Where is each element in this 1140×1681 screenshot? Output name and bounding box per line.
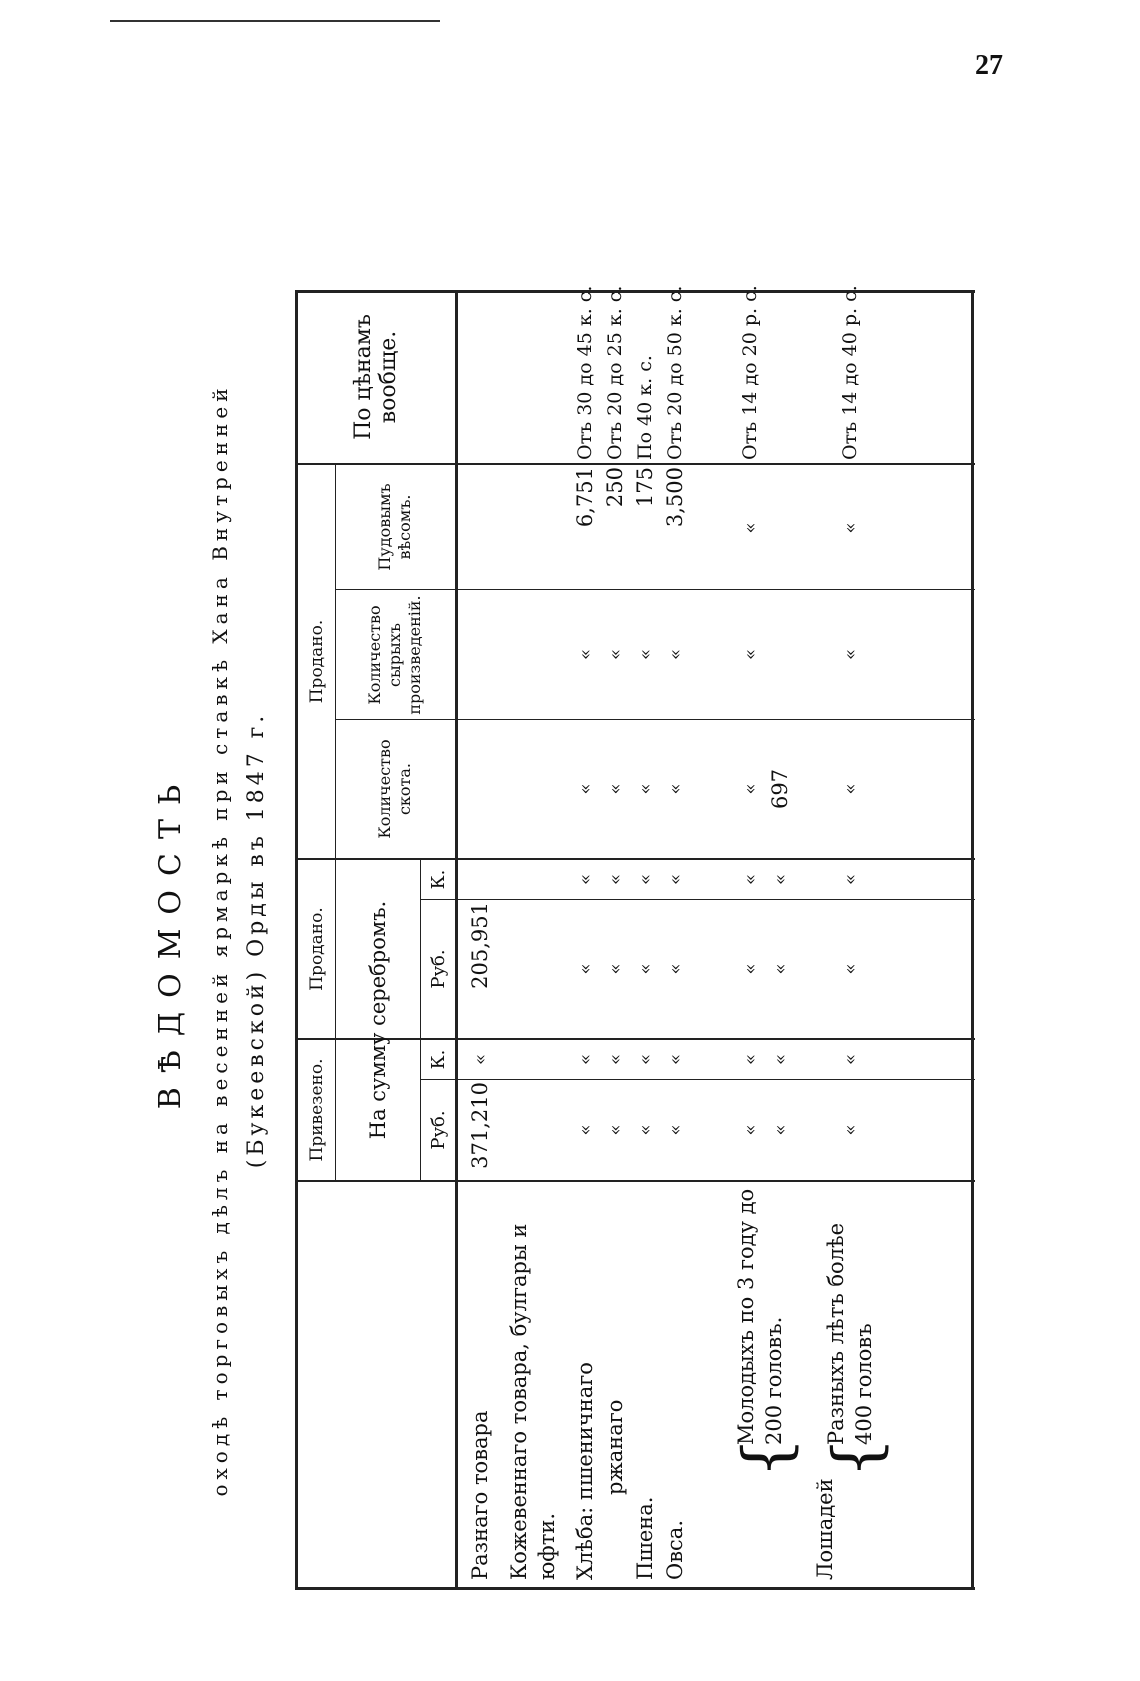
cell-brought-kop: « bbox=[469, 1054, 491, 1066]
header-rule bbox=[455, 290, 458, 1590]
col-sep-brought-kop bbox=[420, 1079, 975, 1080]
cell-weight: 175 bbox=[633, 467, 657, 508]
header-prices: По цѣнамъ вообще. bbox=[351, 314, 401, 440]
top-rule bbox=[110, 20, 440, 22]
cell-price: Отъ 14 до 20 р. с. bbox=[739, 285, 761, 460]
cell-brought-kop: « bbox=[634, 1054, 656, 1066]
cell-raw: « bbox=[664, 649, 686, 661]
row-label-millet: Пшена. bbox=[633, 1496, 657, 1580]
rub-kop-rule bbox=[420, 860, 421, 1180]
cell-weight: 6,751 bbox=[573, 467, 597, 528]
col-sep-sold-kop bbox=[420, 899, 975, 900]
cell-cattle: 697 bbox=[768, 768, 792, 810]
cell-brought-rub: « bbox=[664, 1124, 686, 1136]
cell-price: Отъ 14 до 40 р. с. bbox=[839, 285, 861, 460]
col-sep-weight bbox=[295, 463, 975, 465]
row-label-leather: Кожевеннаго товара, булгары и юфти. bbox=[507, 1223, 559, 1580]
row-label-various-horses: Разныхъ лѣтъ болѣе 400 головъ bbox=[824, 1222, 876, 1445]
cell-sold-rub: « bbox=[664, 963, 686, 975]
row-label-misc-goods: Разнаго товара bbox=[468, 1410, 492, 1580]
header-sold: Продано. bbox=[307, 907, 327, 991]
cell-brought-rub: « bbox=[574, 1124, 596, 1136]
header-rub: Руб. bbox=[427, 1110, 449, 1150]
cell-brought-kop: « bbox=[739, 1054, 761, 1066]
cell-sold-rub: « bbox=[739, 963, 761, 975]
cell-price: Отъ 20 до 25 к. с. bbox=[604, 285, 626, 460]
cell-sold-rub: « bbox=[574, 963, 596, 975]
cell-sold-kop: « bbox=[769, 874, 791, 886]
header-brought: Привезено. bbox=[307, 1058, 327, 1162]
row-label-young-horses: Молодыхъ по 3 году до 200 головъ. bbox=[734, 1188, 786, 1445]
cell-sold-kop: « bbox=[839, 874, 861, 886]
cell-sold-rub: « bbox=[769, 963, 791, 975]
cell-price: По 40 к. с. bbox=[634, 355, 656, 460]
title-block bbox=[145, 290, 290, 1590]
page-number: 27 bbox=[975, 50, 1003, 81]
row-label-rye: ржанаго bbox=[603, 1399, 627, 1495]
header-weight: Пудовымъ вѣсомъ. bbox=[375, 483, 414, 571]
cell-cattle: « bbox=[604, 783, 626, 795]
ledger-table bbox=[295, 285, 975, 1590]
cell-sold-rub: « bbox=[604, 963, 626, 975]
cell-sold-rub: « bbox=[839, 963, 861, 975]
cell-cattle: « bbox=[739, 783, 761, 795]
row-label-oats: Овса. bbox=[663, 1520, 687, 1580]
cell-price: Отъ 30 до 45 к. с. bbox=[574, 285, 596, 460]
cell-raw: « bbox=[839, 649, 861, 661]
cell-sold-kop: « bbox=[634, 874, 656, 886]
cell-sold-kop: « bbox=[604, 874, 626, 886]
rotated-sheet bbox=[145, 285, 975, 1590]
cell-cattle: « bbox=[664, 783, 686, 795]
header-sold-2: Продано. bbox=[307, 619, 327, 704]
cell-sold-rub: « bbox=[634, 963, 656, 975]
cell-cattle: « bbox=[839, 783, 861, 795]
table-left-border bbox=[295, 1587, 975, 1590]
cell-sold-kop: « bbox=[739, 874, 761, 886]
cell-weight: 3,500 bbox=[663, 467, 687, 528]
header-cattle-qty: Количество скота. bbox=[375, 739, 414, 839]
row-label-horses: Лошадей bbox=[813, 1478, 837, 1580]
header-kop: К. bbox=[427, 1049, 449, 1070]
cell-sold-kop: « bbox=[574, 874, 596, 886]
row-label-wheat: Хлѣба: пшеничнаго bbox=[573, 1362, 597, 1580]
col-sep-label bbox=[295, 1180, 975, 1182]
cell-brought-kop: « bbox=[604, 1054, 626, 1066]
cell-brought-kop: « bbox=[839, 1054, 861, 1066]
cell-brought-rub: « bbox=[604, 1124, 626, 1136]
cell-raw: « bbox=[574, 649, 596, 661]
brace-icon: { bbox=[730, 1437, 804, 1478]
cell-brought-rub: « bbox=[634, 1124, 656, 1136]
cell-cattle: « bbox=[634, 783, 656, 795]
table-bottom-border bbox=[971, 290, 974, 1590]
header-raw-qty: Количество сырыхъ произведеній. bbox=[365, 595, 424, 715]
document-subtitle-2: (Букеевской) Орды въ 1847 г. bbox=[244, 711, 269, 1169]
cell-raw: « bbox=[739, 649, 761, 661]
cell-raw: « bbox=[604, 649, 626, 661]
cell-weight: 250 bbox=[603, 467, 627, 508]
cell-brought-rub: « bbox=[839, 1124, 861, 1136]
cell-brought-kop: « bbox=[769, 1054, 791, 1066]
cell-brought-kop: « bbox=[664, 1054, 686, 1066]
cell-brought-kop: « bbox=[574, 1054, 596, 1066]
cell-price: Отъ 20 до 50 к. с. bbox=[664, 285, 686, 460]
table-top-border bbox=[295, 290, 298, 1590]
document-subtitle: оходѣ торговыхъ дѣлъ на весенней ярмаркѣ при ставкѣ Хана Внутренней bbox=[208, 383, 232, 1497]
cell-brought-rub: « bbox=[769, 1124, 791, 1136]
cell-raw: « bbox=[634, 649, 656, 661]
cell-cattle: « bbox=[574, 783, 596, 795]
cell-weight: « bbox=[739, 522, 761, 534]
header-kop-2: К. bbox=[427, 869, 449, 890]
brace-icon: { bbox=[820, 1437, 894, 1478]
cell-brought-rub: 371,210 bbox=[468, 1082, 492, 1169]
cell-brought-rub: « bbox=[739, 1124, 761, 1136]
cell-sold-rub: 205,951 bbox=[468, 902, 492, 989]
subheader-rule bbox=[335, 465, 336, 1180]
cell-weight: « bbox=[839, 522, 861, 534]
header-sum-silver: На сумму серебромъ. bbox=[366, 900, 390, 1140]
document-title: ВѢДОМОСТЬ bbox=[153, 770, 188, 1110]
cell-sold-kop: « bbox=[664, 874, 686, 886]
header-rub-2: Руб. bbox=[427, 949, 449, 989]
